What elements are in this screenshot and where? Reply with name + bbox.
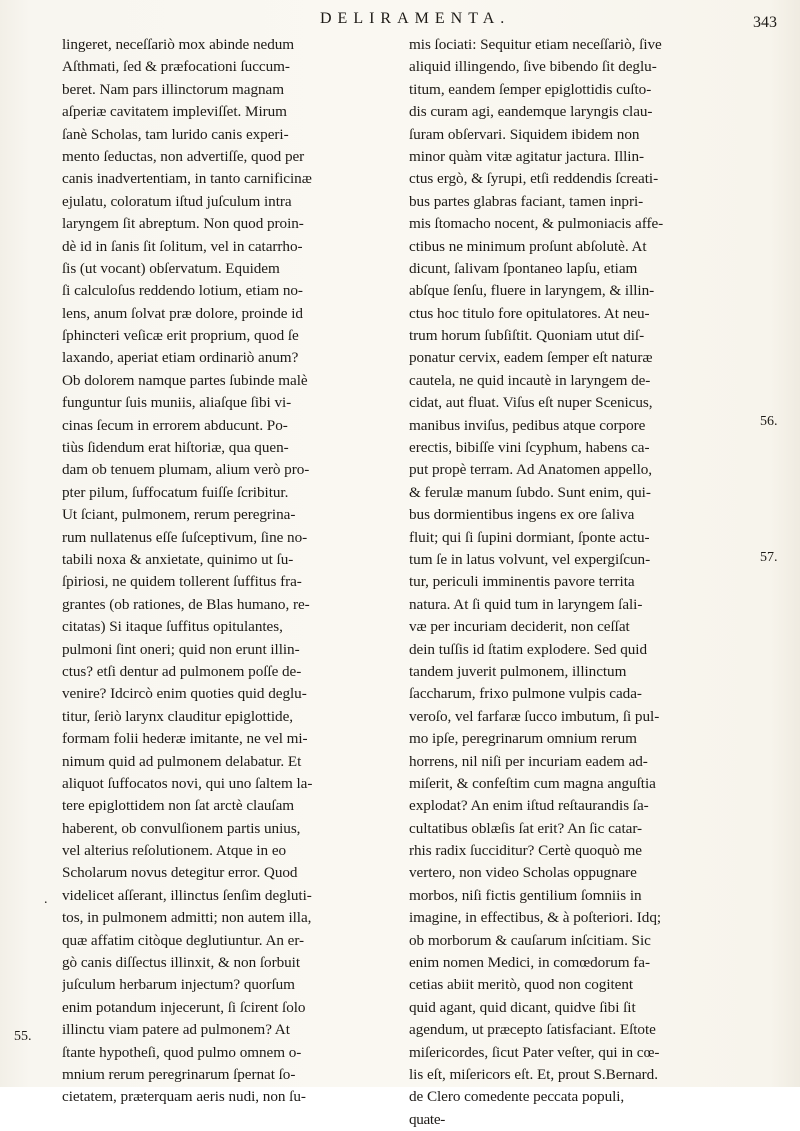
text-line: enim potandum injecerunt, ſi ſcirent ſolo [62, 998, 306, 1016]
text-line: dam ob tenuem plumam, alium verò pro- [62, 461, 310, 479]
text-line: miſericordes, ſicut Pater veſter, qui in cœ- [409, 1043, 660, 1061]
text-line: laxando, aperiat etiam ordinariò anum? [62, 349, 299, 367]
text-line: grantes (ob rationes, de Blas humano, re- [62, 595, 310, 613]
text-line: mento ſeductas, non advertiſſe, quod per [62, 147, 305, 165]
page-number: 343 [753, 14, 777, 31]
text-line: haberent, ob convulſionem partis unius, [62, 819, 301, 837]
text-line: ſi calculoſus reddendo lotium, etiam no- [62, 282, 303, 300]
text-line: abſque ſenſu, fluere in laryngem, & illin- [409, 282, 655, 300]
text-line: minor quàm vitæ agitatur jactura. Illin- [409, 147, 645, 165]
text-line: pter pilum, ſuffocatum fuiſſe ſcribitur. [62, 483, 289, 501]
text-line: bus partes glabras faciant, tamen inpri- [409, 192, 644, 210]
text-line: vel alterius reſolutionem. Atque in eo [62, 842, 287, 860]
text-line: ſanè Scholas, tam lurido canis experi- [62, 125, 289, 143]
text-line: laryngem ſit abreptum. Non quod proin- [62, 215, 304, 233]
text-line: horrens, nil niſi per incuriam eadem ad- [409, 752, 648, 770]
text-line: rum nullatenus eſſe ſuſceptivum, ſine no- [62, 528, 308, 546]
text-line: quid agant, quid dicant, quidve ſibi ſit [409, 998, 636, 1016]
text-line: dis curam agi, eandemque laryngis clau- [409, 103, 653, 121]
text-line: ctus ergò, & ſyrupi, etſi reddendis ſcreati- [409, 170, 659, 188]
text-line: formam folii hederæ imitante, ne vel mi- [62, 730, 308, 748]
text-line: aliquot ſuffocatos novi, qui uno ſaltem la- [62, 774, 313, 792]
text-line: venire? Idcircò enim quoties quid deglu- [62, 685, 307, 703]
margin-mark: . [44, 892, 48, 907]
text-line: quæ affatim citòque deglutiuntur. An er- [62, 931, 305, 949]
text-line: mo ipſe, peregrinarum omnium rerum [409, 730, 637, 748]
text-line: ejulatu, coloratum iſtud juſculum intra [62, 192, 292, 210]
left-text-column [62, 34, 384, 1109]
text-line: erectis, bibiſſe vini ſcyphum, habens ca- [409, 439, 650, 457]
text-line: enim nomen Medici, in comœdorum fa- [409, 954, 650, 972]
text-line: miſerit, & confeſtim cum magna anguſtia [409, 774, 656, 792]
text-line: cultatibus oblæſis ſat erit? An ſic catar- [409, 819, 643, 837]
text-line: natura. At ſi quid tum in laryngem ſali- [409, 595, 643, 613]
text-line: dicunt, ſalivam ſpontaneo lapſu, etiam [409, 259, 638, 277]
text-line: cietatem, præterquam aeris nudi, non ſu- [62, 1088, 306, 1106]
margin-number-56: 56. [760, 414, 778, 429]
text-line: Ut ſciant, pulmonem, rerum peregrina- [62, 506, 296, 524]
text-line: veroſo, vel farfaræ ſucco imbutum, ſi pul- [409, 707, 660, 725]
text-line: væ per incuriam deciderit, non ceſſat [409, 618, 630, 636]
margin-number-55: 55. [14, 1029, 32, 1044]
text-line: nimum quid ad pulmonem delabatur. Et [62, 752, 302, 770]
text-line: gò canis diſſectus illinxit, & non ſorbuit [62, 954, 301, 972]
text-line: mnium rerum peregrinarum ſpernat ſo- [62, 1065, 296, 1083]
text-line: Ob dolorem namque partes ſubinde malè [62, 371, 308, 389]
text-line: lens, anum ſolvat præ dolore, proinde id [62, 304, 303, 322]
running-head: DELIRAMENTA. [320, 10, 511, 27]
margin-number-57: 57. [760, 550, 778, 565]
text-line: ponatur cervix, eadem ſemper eſt naturæ [409, 349, 653, 367]
text-line: lingeret, neceſſariò mox abinde nedum [62, 36, 295, 53]
text-line: mis ſociati: Sequitur etiam neceſſariò, ſive [409, 36, 662, 53]
text-line: dè id in ſanis ſit ſolitum, vel in catarrho- [62, 237, 303, 255]
text-line: ſuram obſervari. Siquidem ibidem non [409, 125, 640, 143]
text-line: ſphincteri veſicæ erit proprium, quod ſe [62, 327, 299, 345]
text-line: explodat? An enim iſtud reſtaurandis ſa- [409, 797, 649, 815]
text-line: ctibus ne minimum proſunt abſolutè. At [409, 237, 647, 255]
text-line: Scholarum novus detegitur error. Quod [62, 864, 298, 882]
text-line: ſis (ut vocant) obſervatum. Equidem [62, 259, 280, 277]
text-line: canis inadvertentiam, in tanto carnificinæ [62, 170, 312, 188]
text-line: tandem juverit pulmonem, illinctum [409, 662, 627, 680]
text-line: tere epiglottidem non ſat arctè clauſam [62, 797, 295, 815]
text-line: tiùs ſidendum erat hiſtoriæ, qua quen- [62, 439, 289, 457]
text-line: titum, eandem ſemper epiglottidis cuſto- [409, 80, 652, 98]
text-line: bus dormientibus ingens ex ore ſaliva [409, 506, 635, 524]
right-text-column [409, 34, 731, 1131]
text-line: tum ſe in latus volvunt, vel expergiſcun- [409, 550, 651, 568]
text-line: de Clero comedente peccata populi, [409, 1088, 625, 1106]
text-line: fluit; qui ſi ſupini dormiant, ſponte actu- [409, 528, 650, 546]
text-line: aliquid illingendo, ſive bibendo ſit deglu- [409, 58, 657, 76]
text-line: tos, in pulmonem admitti; non autem illa, [62, 909, 312, 927]
text-line: funguntur ſuis muniis, aliaſque ſibi vi- [62, 394, 292, 412]
text-line: pulmoni ſint oneri; quid non erunt illin- [62, 640, 300, 658]
text-line: vertero, non video Scholas oppugnare [409, 864, 637, 882]
text-line: agendum, ut præcepto ſatisfaciant. Eſtote [409, 1021, 656, 1039]
text-line: ſaccharum, frixo pulmone vulpis cada- [409, 685, 642, 703]
text-line: imagine, in effectibus, & à poſteriori. Idq; [409, 909, 662, 927]
text-line: dein tuſſis id ſtatim explodere. Sed quid [409, 640, 648, 658]
text-line: beret. Nam pars illinctorum magnam [62, 80, 284, 98]
text-line: lis eſt, miſericors eſt. Et, prout S.Bernard. [409, 1065, 658, 1083]
text-line: cautela, ne quid incautè in laryngem de- [409, 371, 651, 389]
text-line: videlicet aſſerant, illinctus ſenſim degluti- [62, 886, 312, 904]
text-line: tabili noxa & anxietate, quinimo ut ſu- [62, 550, 294, 568]
text-line: ob morborum & cauſarum inſcitiam. Sic [409, 931, 651, 949]
text-line: cetias abiit meritò, quod non cogitent [409, 976, 634, 994]
text-line: mis ſtomacho nocent, & pulmoniacis affe- [409, 215, 664, 233]
text-line: Aſthmati, ſed & præfocationi ſuccum- [62, 58, 290, 76]
text-line: ſpiriosi, ne quidem tollerent ſuffitus fra- [62, 573, 302, 591]
text-line: citatas) Si itaque ſuffitus opitulantes, [62, 618, 283, 636]
text-line: illinctu viam patere ad pulmonem? At [62, 1021, 290, 1039]
text-line: cinas ſecum in errorem abducunt. Po- [62, 416, 288, 434]
text-line: trum horum ſubſiſtit. Quoniam utut diſ- [409, 327, 645, 345]
text-line: aſperiæ cavitatem impleviſſet. Mirum [62, 103, 287, 121]
text-line: ctus hoc titulo fore opitulatores. At neu- [409, 304, 650, 322]
text-line: ctus? etſi dentur ad pulmonem poſſe de- [62, 662, 302, 680]
text-line: titur, ſeriò larynx clauditur epiglottide, [62, 707, 294, 725]
text-line: tur, periculi imminentis pavore territa [409, 573, 635, 591]
text-line: put propè terram. Ad Anatomen appello, [409, 461, 653, 479]
text-line: morbos, niſi fictis gentilium ſomniis in [409, 886, 642, 904]
text-line: & ferulæ manum ſubdo. Sunt enim, qui- [409, 483, 651, 501]
text-line: ſtante hypotheſi, quod pulmo omnem o- [62, 1043, 302, 1061]
text-line: rhis radix ſucciditur? Certè quoquò me [409, 842, 642, 860]
text-line: cidat, aut fluat. Viſus eſt nuper Scenicus, [409, 394, 653, 412]
text-line: manibus inviſus, pedibus atque corpore [409, 416, 646, 434]
text-line: quate- [409, 1110, 445, 1128]
text-line: juſculum herbarum injectum? quorſum [62, 976, 295, 994]
